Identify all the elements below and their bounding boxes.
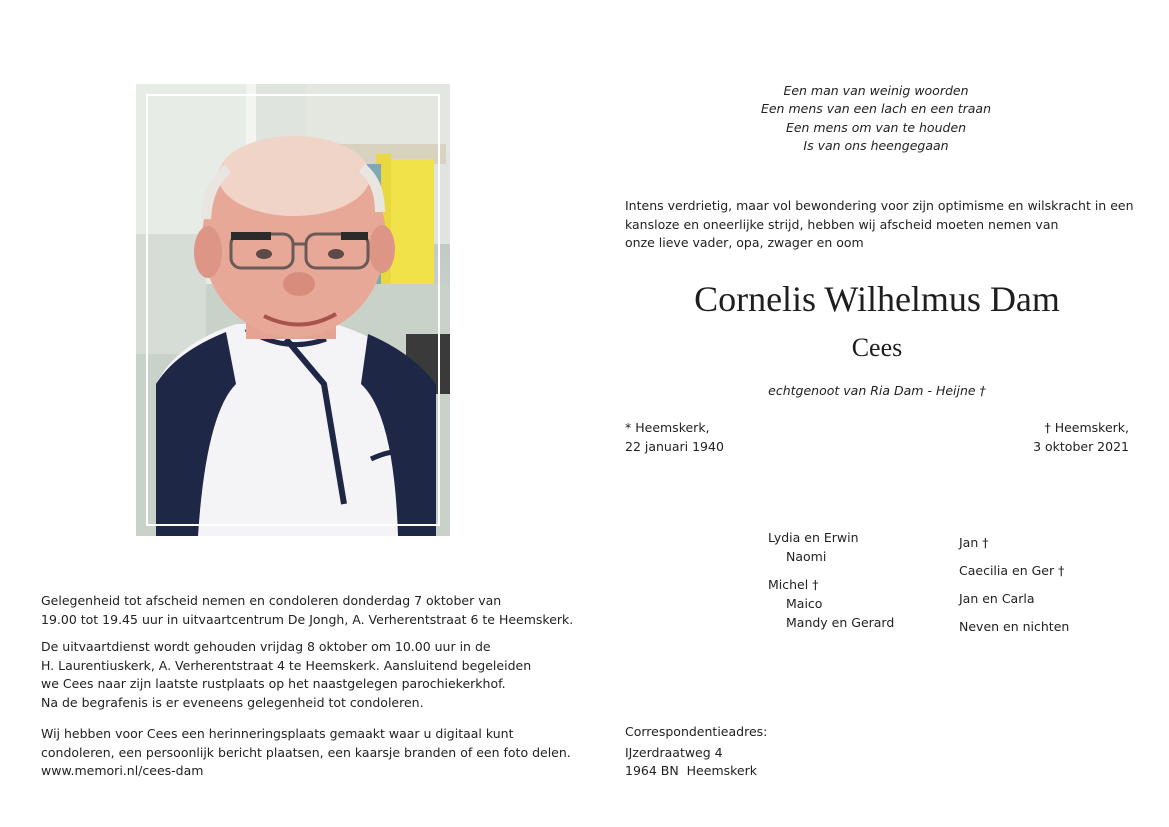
birth-date: 22 januari 1940 bbox=[625, 438, 724, 454]
memorial-link[interactable]: www.memori.nl/cees-dam bbox=[41, 763, 204, 778]
correspondence-address bbox=[625, 723, 767, 781]
correspondence-street: IJzerdraatweg 4 bbox=[625, 744, 723, 760]
family-column-2 bbox=[959, 529, 1069, 641]
intro-line: kansloze en oneerlijke strijd, hebben wij afscheid moeten nemen van bbox=[625, 216, 1059, 232]
paragraph-line: 19.00 tot 19.45 uur in uitvaartcentrum De Jongh, A. Verherentstraat 6 te Heemskerk. bbox=[41, 611, 574, 627]
memorial-paragraph bbox=[41, 725, 571, 781]
death-place: † Heemskerk, bbox=[1044, 420, 1129, 435]
family-member: Jan † bbox=[959, 535, 989, 550]
intro-line: Intens verdrietig, maar vol bewondering voor zijn optimisme en wilskracht in een bbox=[625, 198, 1134, 213]
family-member: Michel † bbox=[768, 577, 819, 593]
family-member: Lydia en Erwin bbox=[768, 530, 859, 545]
family-member: Mandy en Gerard bbox=[786, 614, 895, 630]
paragraph-line: we Cees naar zijn laatste rustplaats op het naastgelegen parochiekerkhof. bbox=[41, 676, 506, 691]
poem-line: Een mens om van te houden bbox=[785, 119, 967, 135]
birth-place: * Heemskerk, bbox=[625, 420, 710, 435]
correspondence-label: Correspondentieadres: bbox=[625, 724, 768, 739]
intro-text bbox=[625, 197, 1145, 253]
paragraph-line: H. Laurentiuskerk, A. Verherentstraat 4 te Heemskerk. Aansluitend begeleiden bbox=[41, 657, 532, 673]
intro-line: onze lieve vader, opa, zwager en oom bbox=[625, 235, 864, 250]
photo-frame bbox=[146, 94, 440, 526]
paragraph-line: Na de begrafenis is er eveneens gelegenheid tot condoleren. bbox=[41, 694, 424, 710]
deceased-nickname: Cees bbox=[851, 333, 903, 362]
paragraph-line: Wij hebben voor Cees een herinneringsplaats gemaakt waar u digitaal kunt bbox=[41, 726, 514, 741]
poem-line: Is van ons heengegaan bbox=[803, 137, 949, 153]
family-member: Naomi bbox=[786, 548, 827, 564]
poem-line: Een man van weinig woorden bbox=[783, 83, 969, 98]
poem bbox=[740, 82, 1012, 155]
portrait-photo bbox=[136, 84, 450, 536]
spouse-line: echtgenoot van Ria Dam - Heijne † bbox=[768, 383, 986, 398]
service-paragraph bbox=[41, 638, 561, 712]
correspondence-city: 1964 BN Heemskerk bbox=[625, 763, 757, 778]
paragraph-line: De uitvaartdienst wordt gehouden vrijdag 8 oktober om 10.00 uur in de bbox=[41, 639, 491, 654]
family-member: Neven en nichten bbox=[959, 619, 1070, 634]
family-member: Caecilia en Ger † bbox=[959, 563, 1065, 578]
visitation-paragraph bbox=[41, 592, 574, 629]
family-member: Jan en Carla bbox=[959, 591, 1035, 606]
poem-line: Een mens van een lach en een traan bbox=[760, 101, 992, 117]
family-member: Maico bbox=[786, 596, 823, 612]
paragraph-line: Gelegenheid tot afscheid nemen en condoleren donderdag 7 oktober van bbox=[41, 593, 502, 608]
deceased-full-name: Cornelis Wilhelmus Dam bbox=[694, 279, 1060, 319]
paragraph-line: condoleren, een persoonlijk bericht plaatsen, een kaarsje branden of een foto delen. bbox=[41, 744, 571, 760]
family-column-1 bbox=[768, 529, 894, 633]
death-info bbox=[900, 419, 1129, 456]
death-date: 3 oktober 2021 bbox=[1033, 438, 1129, 454]
birth-info bbox=[625, 419, 724, 456]
